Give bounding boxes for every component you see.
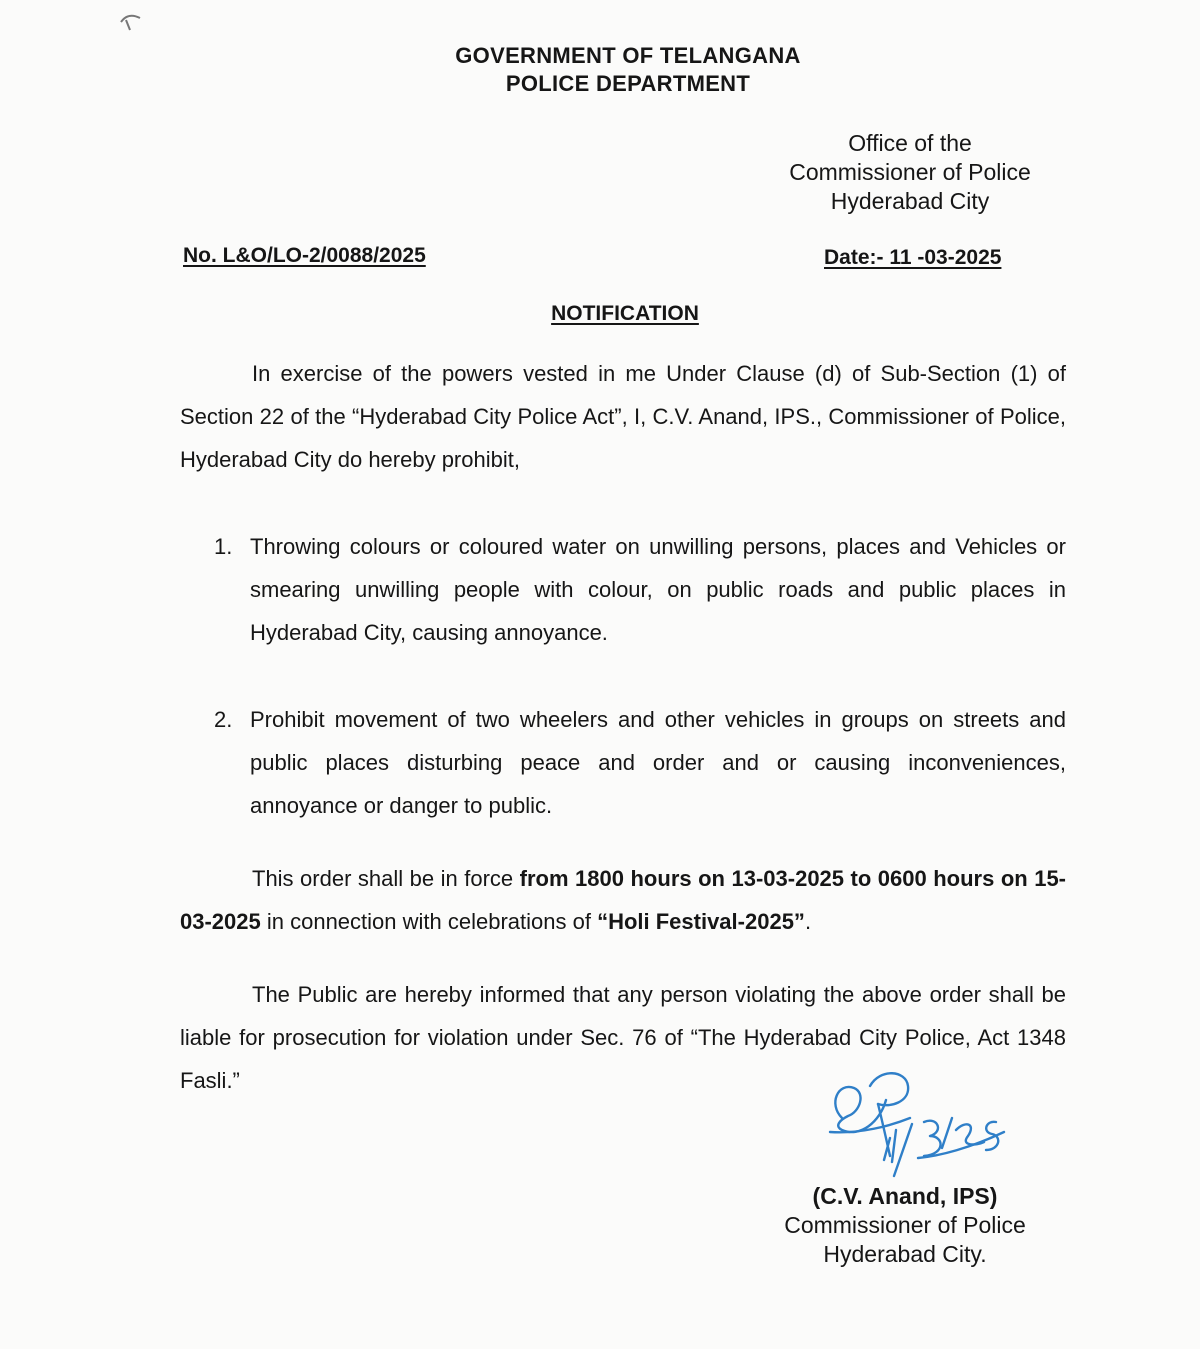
order-suffix: . xyxy=(804,909,812,934)
department-title: POLICE DEPARTMENT xyxy=(505,71,751,96)
letterhead xyxy=(0,42,1200,98)
corner-mark-icon xyxy=(118,8,144,34)
signatory-name: (C.V. Anand, IPS) xyxy=(812,1183,998,1209)
office-line-2: Commissioner of Police xyxy=(789,159,1031,185)
reference-number: No. L&O/LO-2/0088/2025 xyxy=(183,244,426,267)
list-item xyxy=(214,698,1066,827)
handwritten-signature xyxy=(820,1060,1020,1185)
government-title: GOVERNMENT OF TELANGANA xyxy=(455,43,801,68)
signatory-title: Commissioner of Police xyxy=(784,1212,1026,1238)
list-item-text: Prohibit movement of two wheelers and other vehicles in groups on streets and public places disturbing peace and order and or causing inconveniences, annoyance or danger to public. xyxy=(250,707,1066,818)
festival-name: “Holi Festival-2025” xyxy=(597,909,805,934)
intro-paragraph: In exercise of the powers vested in me Under Clause (d) of Sub-Section (1) of Section 22 of the “Hyderabad City Police Act”, I, C.V. Anand, IPS., Commissioner of Police, Hyderabad City do hereby prohibit, xyxy=(180,361,1066,472)
list-item-number: 2. xyxy=(214,707,233,732)
order-paragraph xyxy=(180,857,1066,943)
list-item xyxy=(214,525,1066,654)
list-item-text: Throwing colours or coloured water on unwilling persons, places and Vehicles or smearing unwilling people with colour, on public roads and public places in Hyderabad City, causing annoyance. xyxy=(250,534,1066,645)
order-period: from 1800 hours on 13-03-2025 to 0600 hours on 15-03-2025 xyxy=(180,866,1067,934)
order-middle: in connection with celebrations of xyxy=(260,909,598,934)
office-line-1: Office of the xyxy=(848,130,972,156)
notification-date: Date:- 11 -03-2025 xyxy=(824,246,1002,269)
list-item-number: 1. xyxy=(214,534,233,559)
warning-paragraph: The Public are hereby informed that any person violating the above order shall be liable for prosecution for violation under Sec. 76 of “The Hyderabad City Police, Act 1348 Fasli.” xyxy=(180,982,1066,1093)
signatory-block xyxy=(755,1182,1055,1269)
office-line-3: Hyderabad City xyxy=(830,188,990,214)
office-address xyxy=(760,129,1060,216)
order-prefix: This order shall be in force xyxy=(252,866,520,891)
notification-heading: NOTIFICATION xyxy=(551,302,699,325)
signatory-city: Hyderabad City. xyxy=(823,1241,987,1267)
